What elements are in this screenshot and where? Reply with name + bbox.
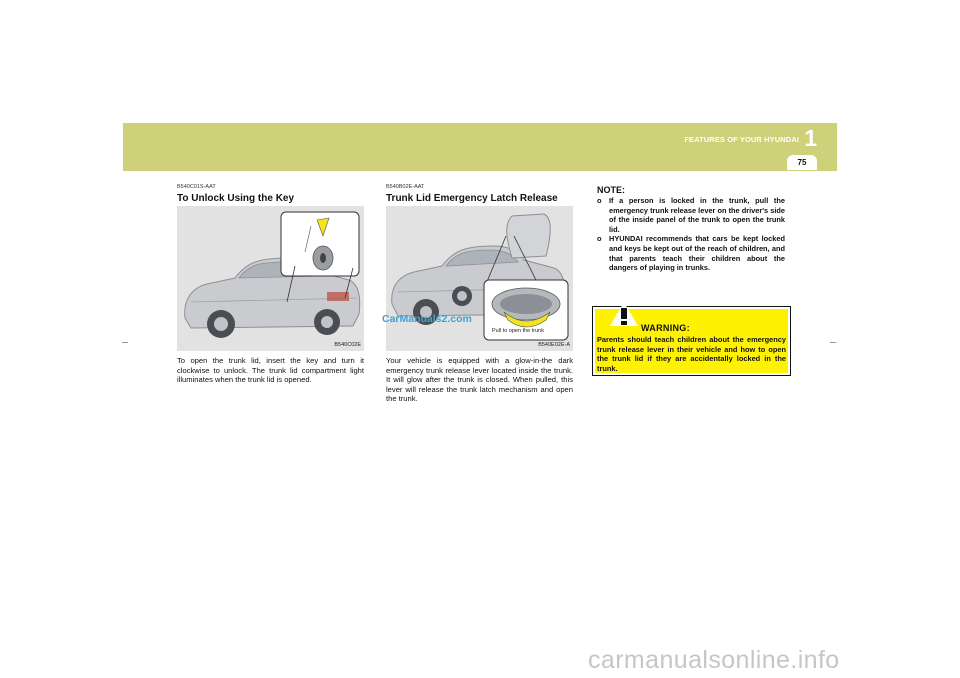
figure-label-middle: B540E02E-A: [538, 342, 570, 348]
note-title: NOTE:: [597, 185, 625, 195]
note-list: [597, 196, 785, 273]
chapter-title: FEATURES OF YOUR HYUNDAI: [684, 135, 799, 144]
warning-box: [592, 306, 791, 376]
warning-text: Parents should teach children about the emergency trunk release lever in their vehicle and how to open the trunk lid if they are accidentally locked in the trunk.: [597, 335, 786, 373]
note-item: [597, 234, 785, 272]
section-heading-left: To Unlock Using the Key: [177, 193, 295, 204]
section-code-middle: B540B02E-AAT: [386, 184, 425, 190]
page-number: 75: [797, 158, 807, 167]
note-item-text: If a person is locked in the trunk, pull the emergency trunk release lever on the driver's side of the inside panel of the trunk to open the trunk lid.: [609, 196, 785, 234]
body-text-middle: Your vehicle is equipped with a glow-in-the dark emergency trunk release lever located inside the trunk. It will glow after the trunk is closed. When pulled, this lever will release the trunk latch mechanism and open the trunk.: [386, 356, 573, 404]
figure-label-left: B540C02E: [334, 342, 361, 348]
exclamation-warning-icon: [609, 301, 639, 327]
note-bullet: o: [597, 234, 602, 244]
warning-panel: [595, 309, 788, 373]
note-item: [597, 196, 785, 234]
note-bullet: o: [597, 196, 602, 205]
body-text-left: To open the trunk lid, insert the key and turn it clockwise to unlock. The trunk lid compartment light illuminates when the trunk lid is opened.: [177, 356, 364, 385]
watermark-carmanuals2[interactable]: CarManuals2.com: [382, 313, 472, 325]
chapter-number: 1: [804, 125, 817, 151]
trunk-latch-figure: [386, 206, 573, 351]
open-trunk-illustration: [386, 206, 573, 351]
figure-caption-middle: Pull to open the trunk: [492, 328, 544, 334]
car-key-figure: [177, 206, 364, 351]
section-heading-middle: Trunk Lid Emergency Latch Release: [386, 193, 558, 204]
watermark-carmanualsonline[interactable]: carmanualsonline.info: [588, 646, 840, 674]
note-item-text: HYUNDAI recommends that cars be kept locked and keys be kept out of the reach of children, and that parents teach their children about the dangers of playing in trunks.: [609, 234, 785, 273]
chapter-header-band: [123, 123, 837, 171]
warning-title: WARNING:: [641, 323, 690, 333]
car-rear-illustration: [177, 206, 364, 351]
crop-mark-right: [830, 342, 836, 343]
crop-mark-left: [122, 342, 128, 343]
section-code-left: B540C01S-AAT: [177, 184, 216, 190]
